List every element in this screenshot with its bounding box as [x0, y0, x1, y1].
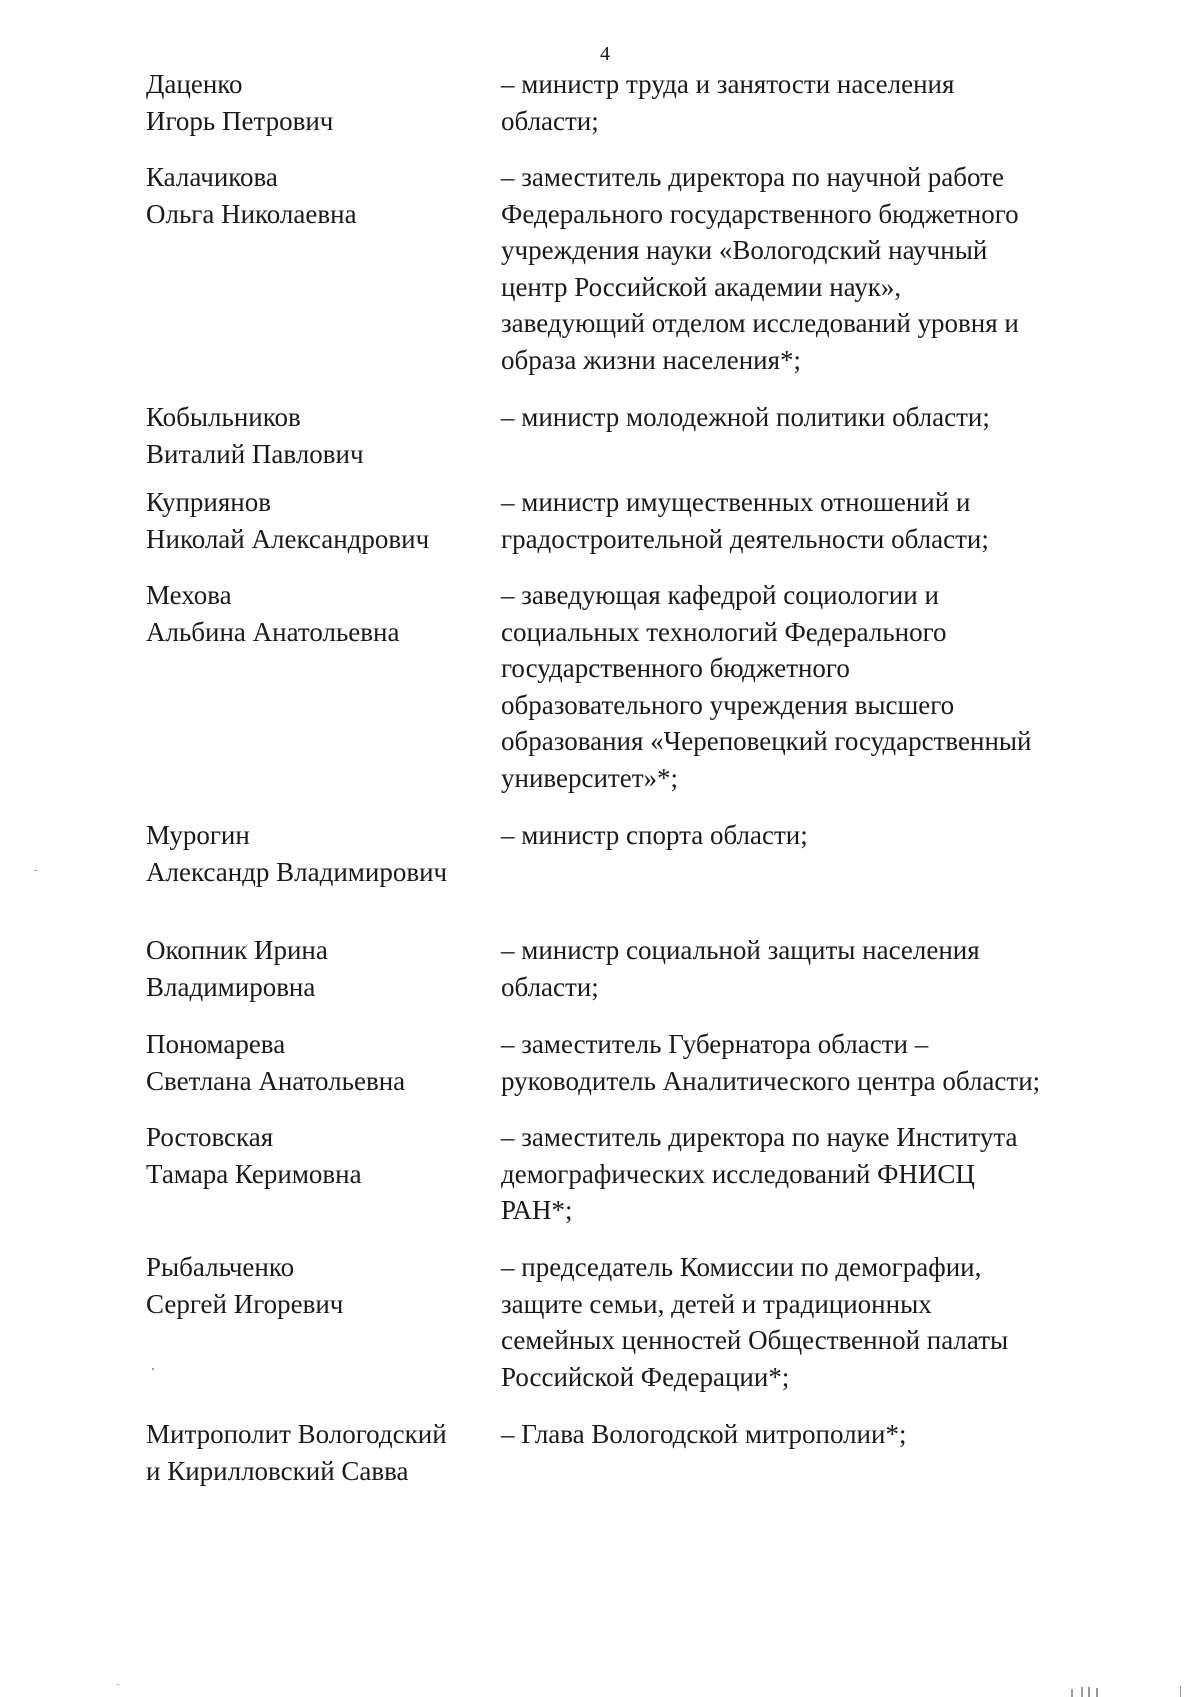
- role-line: – министр молодежной политики области;: [501, 402, 990, 432]
- role-line: – министр имущественных отношений и: [501, 487, 971, 517]
- role-line: РАН*;: [501, 1195, 573, 1225]
- scan-artifact: [1096, 1688, 1098, 1697]
- member-given-names: Виталий Павлович: [146, 438, 364, 469]
- member-surname: Калачикова: [146, 162, 278, 192]
- role-line: – Глава Вологодской митрополии*;: [501, 1419, 907, 1449]
- member-role: [501, 1249, 1086, 1395]
- role-line: – заместитель директора по науке Института: [501, 1122, 1018, 1152]
- member-given-names: Николай Александрович: [146, 523, 430, 554]
- member-role: [501, 932, 1086, 1005]
- member-surname: Ростовская: [146, 1122, 274, 1152]
- role-line: заведующий отделом исследований уровня и: [501, 308, 1019, 338]
- role-line: университет»*;: [501, 762, 678, 793]
- member-given-names: Владимировна: [146, 971, 316, 1002]
- scan-artifact: [1088, 1687, 1090, 1697]
- member-name: [146, 1416, 476, 1489]
- role-line: защите семьи, детей и традиционных: [501, 1288, 932, 1319]
- scan-artifact: [1180, 1686, 1181, 1697]
- role-line: – министр социальной защиты населения: [501, 935, 980, 965]
- member-surname: Окопник Ирина: [146, 935, 328, 965]
- role-line: образа жизни населения*;: [501, 344, 802, 375]
- role-line: демографических исследований ФНИСЦ: [501, 1158, 975, 1189]
- member-surname: Мурогин: [146, 820, 250, 850]
- member-role: [501, 484, 1086, 557]
- member-role: [501, 399, 1086, 436]
- scan-artifact: [34, 870, 37, 871]
- scan-artifact: [1081, 1687, 1083, 1697]
- role-line: – министр труда и занятости населения: [501, 69, 955, 99]
- member-name: [146, 1119, 476, 1192]
- member-name: [146, 484, 476, 557]
- role-line: – министр спорта области;: [501, 820, 808, 850]
- role-line: центр Российской академии наук»,: [501, 271, 902, 302]
- member-surname: Мехова: [146, 580, 232, 610]
- member-given-names: Ольга Николаевна: [146, 198, 357, 229]
- scan-artifact: [1071, 1689, 1073, 1697]
- member-given-names: Игорь Петрович: [146, 105, 334, 136]
- member-name: [146, 932, 476, 1005]
- role-line: – председатель Комиссии по демографии,: [501, 1252, 982, 1282]
- role-line: Российской Федерации*;: [501, 1361, 790, 1392]
- member-given-names: Светлана Анатольевна: [146, 1065, 406, 1096]
- member-given-names: Александр Владимирович: [146, 856, 448, 887]
- member-given-names: Альбина Анатольевна: [146, 616, 400, 647]
- member-surname: Пономарева: [146, 1029, 286, 1059]
- role-line: – заместитель директора по научной работе: [501, 162, 1004, 192]
- scan-artifact: [152, 1368, 154, 1370]
- member-role: [501, 1119, 1086, 1229]
- role-line: руководитель Аналитического центра области;: [501, 1065, 1041, 1096]
- role-line: Федерального государственного бюджетного: [501, 198, 1019, 229]
- member-given-names: Сергей Игоревич: [146, 1288, 344, 1319]
- page-number: 4: [600, 43, 610, 65]
- member-surname: Куприянов: [146, 487, 271, 517]
- member-name: [146, 1249, 476, 1322]
- member-title-line-1: Митрополит Вологодский: [146, 1419, 447, 1449]
- role-line: государственного бюджетного: [501, 653, 850, 683]
- role-line: учреждения науки «Вологодский научный: [501, 235, 988, 265]
- member-given-names: Тамара Керимовна: [146, 1158, 362, 1189]
- member-name: [146, 399, 476, 472]
- member-name: [146, 159, 476, 232]
- role-line: градостроительной деятельности области;: [501, 523, 989, 554]
- role-line: области;: [501, 971, 599, 1002]
- member-role: [501, 577, 1086, 796]
- member-role: [501, 1416, 1086, 1453]
- member-surname: Рыбальченко: [146, 1252, 295, 1282]
- scan-artifact: [117, 1684, 119, 1685]
- member-name: [146, 66, 476, 139]
- member-name: [146, 817, 476, 890]
- role-line: образовательного учреждения высшего: [501, 689, 955, 720]
- role-line: – заместитель Губернатора области –: [501, 1029, 929, 1059]
- role-line: образования «Череповецкий государственный: [501, 726, 1032, 756]
- member-surname: Кобыльников: [146, 402, 301, 432]
- member-role: [501, 1026, 1086, 1099]
- member-name: [146, 1026, 476, 1099]
- member-title-line-2: и Кирилловский Савва: [146, 1455, 409, 1486]
- role-line: области;: [501, 105, 599, 136]
- member-role: [501, 817, 1086, 854]
- member-surname: Даценко: [146, 69, 243, 99]
- member-name: [146, 577, 476, 650]
- member-role: [501, 159, 1086, 378]
- role-line: семейных ценностей Общественной палаты: [501, 1325, 1009, 1355]
- role-line: социальных технологий Федерального: [501, 616, 947, 647]
- member-role: [501, 66, 1086, 139]
- role-line: – заведующая кафедрой социологии и: [501, 580, 939, 610]
